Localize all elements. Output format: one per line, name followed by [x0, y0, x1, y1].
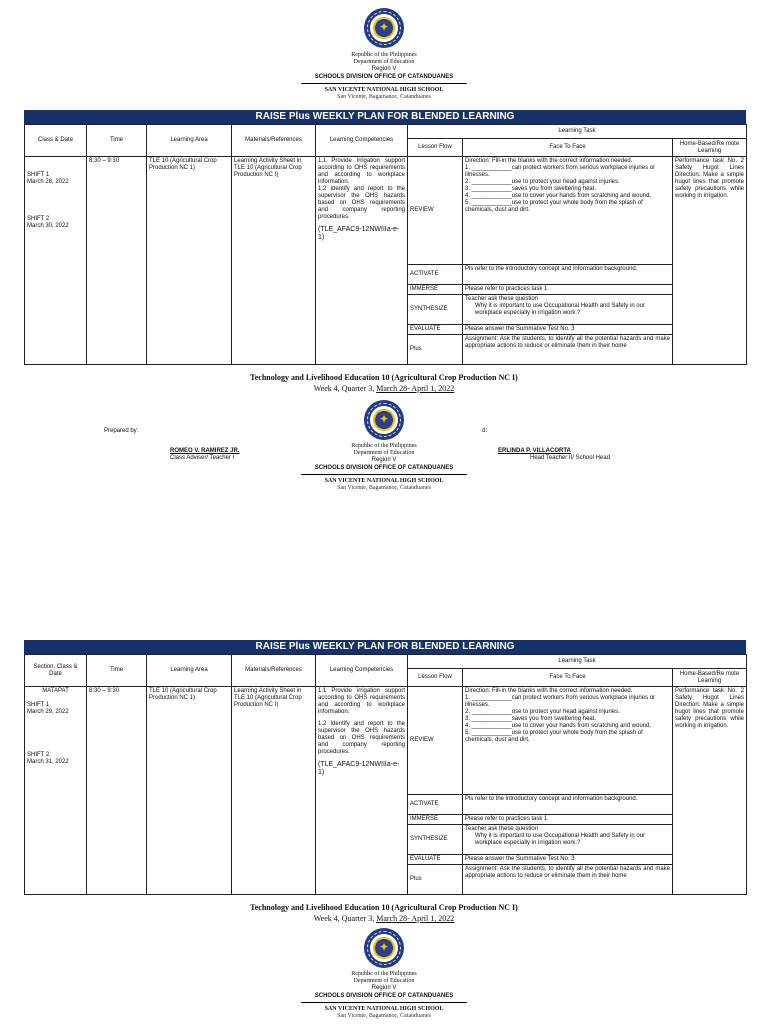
col-home-based: Home-Based/Re mote Learning — [673, 669, 747, 687]
col-competencies: Learning Competencies — [316, 125, 408, 157]
review-item-5: 5. ____________use to protect your whole body from the splash of chemicals, dust and dirt. — [465, 200, 643, 213]
immerse-content: Please refer to practices task 1 — [463, 285, 673, 295]
direction-label: Direction: — [465, 158, 491, 164]
subject-title: Technology and Livelihood Education 10 (Agricultural Crop Production NC I) — [250, 903, 518, 912]
flow-plus: Plus — [408, 865, 463, 895]
shift-2-label: SHIFT 2 — [27, 752, 50, 758]
deped-seal-icon: ✦ — [364, 928, 404, 968]
class-date-cell — [25, 687, 87, 895]
header-rule — [301, 1002, 467, 1003]
col-learning-area: Learning Area — [147, 125, 232, 157]
head-block — [498, 448, 610, 462]
direction-label: Direction: — [465, 688, 491, 694]
col-materials: Materials/References — [232, 655, 316, 687]
col-learning-task: Learning Task — [408, 125, 747, 139]
evaluate-content: Please answer the Summative Test No. 3 — [463, 855, 673, 865]
evaluate-content: Please answer the Summative Test No. 3 — [463, 325, 673, 335]
shift-1-date: March 29, 2022 — [27, 709, 69, 715]
weekly-plan-1 — [24, 110, 746, 365]
synthesize-content — [463, 295, 673, 325]
review-item-3: 3. ____________saves you from sweltering heat. — [465, 186, 597, 192]
direction-text: Fill-in the blanks with the correct information needed. — [492, 688, 633, 694]
head-role: Head Teacher II/ School Head — [530, 455, 610, 461]
republic-line: Republic of the Philippines — [351, 443, 417, 449]
plan-banner: RAISE Plus WEEKLY PLAN FOR BLENDED LEARNING — [24, 640, 746, 654]
col-competencies: Learning Competencies — [316, 655, 408, 687]
flow-review: REVIEW — [408, 157, 463, 265]
home-based-cell: Performance task No. 2 Safety Hugot Lines Direction: Make a simple hugot lines that promote safety precautions while working in irrigation. — [673, 687, 747, 895]
review-item-2: 2. ____________use to protect your head against injuries. — [465, 709, 620, 715]
weekly-plan-2 — [24, 640, 746, 895]
deped-seal-icon: ✦ — [364, 8, 404, 48]
direction-text: Fill-in the blanks with the correct information needed. — [492, 158, 633, 164]
class-date-cell — [25, 157, 87, 365]
department-line: Department of Education — [353, 978, 415, 984]
week-line: Week 4, Quarter 3, March 28- April 1, 2022 — [313, 384, 455, 393]
flow-evaluate: EVALUATE — [408, 855, 463, 865]
competency-1-2: 1.2 Identify and report to the supervisor the OHS hazards based on OHS requirements and company reporting procedures. — [318, 186, 405, 220]
competency-1-1: 1.1 Provide irrigation support according to OHS requirements and according to workplace information. — [318, 688, 405, 715]
section-name: MATAPAT — [42, 688, 69, 694]
review-content — [463, 687, 673, 795]
materials-cell: Learning Activity Sheet in TLE 10 (Agricultural Crop Production NC I) — [232, 687, 316, 895]
subject-title: Technology and Livelihood Education 10 (Agricultural Crop Production NC I) — [250, 373, 518, 382]
home-based-cell: Performance task No. 2 Safety Hugot Lines Direction: Make a simple hugot lines that promote safety precautions while working in irrigation. — [673, 157, 747, 365]
school-address: San Vicente, Bagamanoc, Catanduanes — [337, 1013, 431, 1019]
competency-1-1: 1.1 Provide irrigation support according to OHS requirements and according to workplace information. — [318, 158, 405, 185]
review-item-1: 1. ____________can protect workers from serious workplace injuries or illnesses. — [465, 165, 656, 178]
synthesize-question: Teacher ask these question — [465, 296, 539, 302]
review-item-4: 4. ____________use to cover your hands from scratching and wound. — [465, 723, 652, 729]
republic-line: Republic of the Philippines — [351, 52, 417, 58]
col-lesson-flow: Lesson Flow — [408, 669, 463, 687]
preparer-name: ROMEO V. RAMIREZ JR. — [170, 448, 240, 454]
deped-seal-icon: ✦ — [364, 400, 404, 440]
col-lesson-flow: Lesson Flow — [408, 139, 463, 157]
preparer-block — [170, 448, 239, 462]
col-time: Time — [87, 655, 147, 687]
review-item-4: 4. ____________use to cover your hands from scratching and wound. — [465, 193, 652, 199]
plan-table — [24, 124, 747, 365]
school-address: San Vicente, Bagamanoc, Catanduanes — [337, 94, 431, 100]
learning-area-cell: TLE 10 (Agricultural Crop Production NC 1) — [147, 157, 232, 365]
review-content — [463, 157, 673, 265]
region-line: Region V — [371, 457, 397, 463]
col-materials: Materials/References — [232, 125, 316, 157]
week-line: Week 4, Quarter 3, March 28- April 1, 2022 — [313, 914, 455, 923]
header-rule — [301, 474, 467, 475]
shift-1-date: March 28, 2022 — [27, 179, 69, 185]
plus-content: Assignment: Ask the students, to identify all the potential hazards and make appropriate actions to reduce or eliminate them in their home — [463, 335, 673, 365]
synthesize-question: Teacher ask these question — [465, 826, 539, 832]
competency-1-2: 1.2 Identify and report to the supervisor the OHS hazards based on OHS requirements and company reporting procedures. — [318, 721, 405, 755]
shift-2-label: SHIFT 2 — [27, 216, 50, 222]
immerse-content: Please refer to practices task 1 — [463, 815, 673, 825]
col-section-class-date: Section, Class & Date — [25, 655, 87, 687]
review-item-1: 1. ____________can protect workers from serious workplace injuries or illnesses. — [465, 695, 656, 708]
synthesize-content — [463, 825, 673, 855]
letterhead-middle — [0, 400, 768, 492]
division-line: SCHOOLS DIVISION OFFICE OF CATANDUANES — [314, 465, 454, 471]
review-item-3: 3. ____________saves you from sweltering heat. — [465, 716, 597, 722]
school-name: SAN VICENTE NATIONAL HIGH SCHOOL — [324, 87, 444, 93]
competencies-cell — [316, 157, 408, 365]
plan-banner: RAISE Plus WEEKLY PLAN FOR BLENDED LEARNING — [24, 110, 746, 124]
flow-immerse: IMMERSE — [408, 285, 463, 295]
letterhead-bottom — [0, 928, 768, 1020]
shift-1-label: SHIFT 1 — [27, 702, 50, 708]
flow-activate: ACTIVATE — [408, 795, 463, 815]
competency-code: (TLE_AFAC9-12NWIIIa-e-1) — [318, 761, 400, 776]
review-item-2: 2. ____________use to protect your head against injuries. — [465, 179, 620, 185]
region-line: Region V — [371, 66, 397, 72]
synthesize-text: Why it is important to use Occupational Health and Safety in our workplace especially in irrigation work.? — [475, 833, 646, 846]
flow-synthesize: SYNTHESIZE — [408, 295, 463, 325]
col-learning-task: Learning Task — [408, 655, 747, 669]
competencies-cell — [316, 687, 408, 895]
review-item-5: 5. ____________use to protect your whole body from the splash of chemicals, dust and dirt. — [465, 730, 643, 743]
school-name: SAN VICENTE NATIONAL HIGH SCHOOL — [324, 478, 444, 484]
col-class-date: Class & Date — [25, 125, 87, 157]
school-address: San Vicente, Bagamanoc, Catanduanes — [337, 485, 431, 491]
republic-line: Republic of the Philippines — [351, 971, 417, 977]
division-line: SCHOOLS DIVISION OFFICE OF CATANDUANES — [314, 993, 454, 999]
flow-plus: Plus — [408, 335, 463, 365]
plus-content: Assignment: Ask the students, to identify all the potential hazards and make appropriate actions to reduce or eliminate them in their home — [463, 865, 673, 895]
synthesize-text: Why it is important to use Occupational Health and Safety in our workplace especially in irrigation work.? — [475, 303, 646, 316]
flow-review: REVIEW — [408, 687, 463, 795]
time-cell: 8:30 – 9:30 — [87, 687, 147, 895]
col-learning-area: Learning Area — [147, 655, 232, 687]
materials-cell: Learning Activity Sheet in TLE 10 (Agricultural Crop Production NC I) — [232, 157, 316, 365]
flow-activate: ACTIVATE — [408, 265, 463, 285]
time-cell: 8:30 – 9:30 — [87, 157, 147, 365]
header-rule — [301, 83, 467, 84]
col-home-based: Home-Based/Re mote Learning — [673, 139, 747, 157]
flow-evaluate: EVALUATE — [408, 325, 463, 335]
col-face-to-face: Face To Face — [463, 139, 673, 157]
head-name: ERLINDA P. VILLACORTA — [498, 448, 571, 454]
letterhead-top — [0, 8, 768, 101]
department-line: Department of Education — [353, 59, 415, 65]
learning-area-cell: TLE 10 (Agricultural Crop Production NC 1) — [147, 687, 232, 895]
plan-table — [24, 654, 747, 895]
division-line: SCHOOLS DIVISION OFFICE OF CATANDUANES — [314, 74, 454, 80]
flow-synthesize: SYNTHESIZE — [408, 825, 463, 855]
shift-2-date: March 30, 2022 — [27, 223, 69, 229]
noted-by-label: d: — [482, 428, 488, 434]
activate-content: Pls refer to the introductory concept and information background. — [463, 795, 673, 815]
col-time: Time — [87, 125, 147, 157]
col-face-to-face: Face To Face — [463, 669, 673, 687]
preparer-role: Class Adviser/ Teacher I — [170, 455, 235, 461]
activate-content: Pls refer to the introductory concept and information background. — [463, 265, 673, 285]
school-name: SAN VICENTE NATIONAL HIGH SCHOOL — [324, 1006, 444, 1012]
competency-code: (TLE_AFAC9-12NWIIIa-e-1) — [318, 226, 400, 241]
flow-immerse: IMMERSE — [408, 815, 463, 825]
shift-1-label: SHIFT 1 — [27, 172, 50, 178]
region-line: Region V — [371, 985, 397, 991]
prepared-by-label: Prepared by: — [104, 428, 139, 434]
department-line: Department of Education — [353, 450, 415, 456]
shift-2-date: March 31, 2022 — [27, 759, 69, 765]
